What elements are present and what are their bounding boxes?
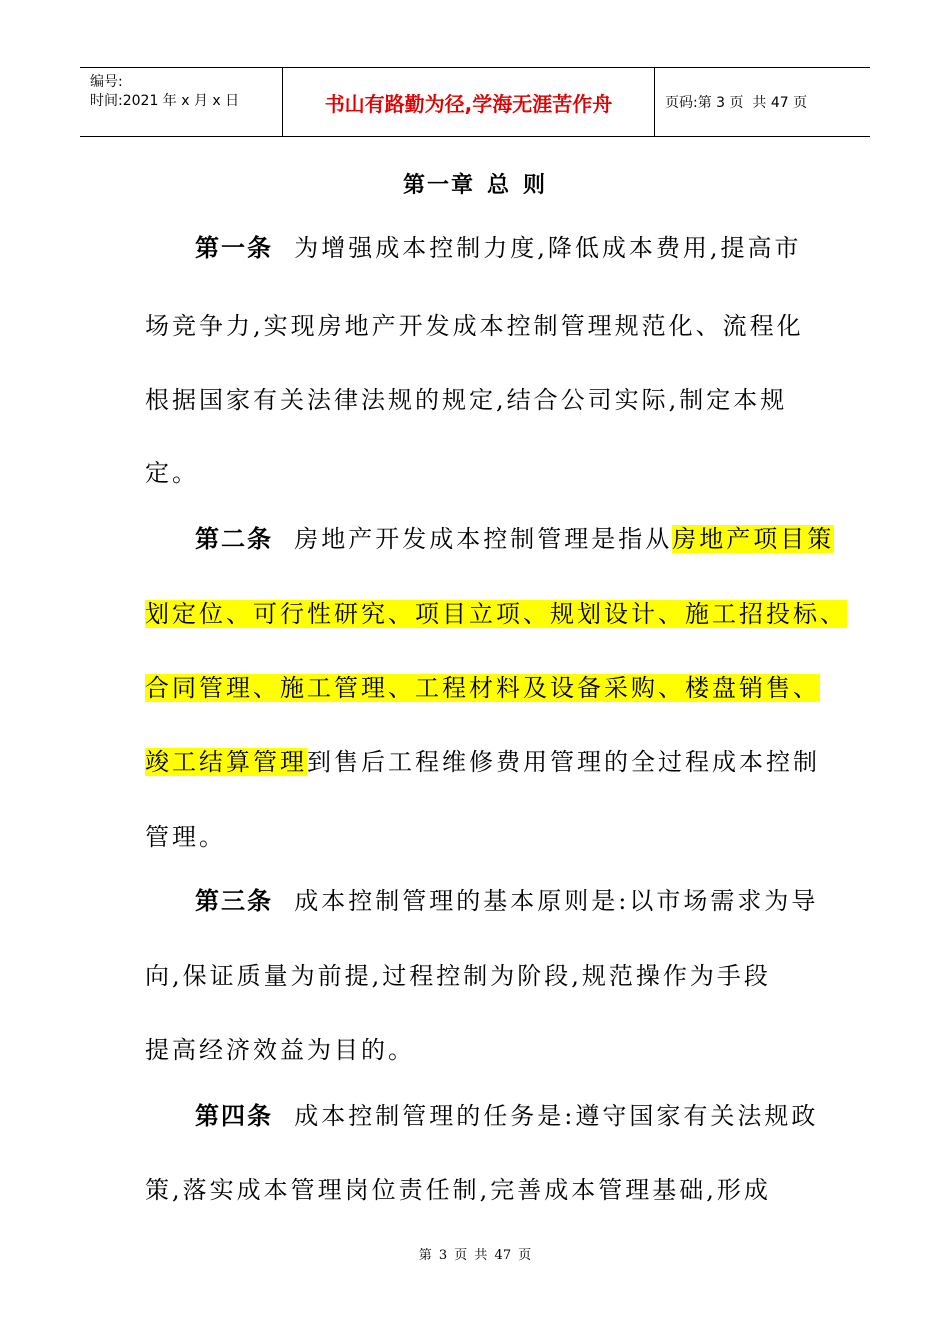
article-2-line-1 (195, 519, 834, 559)
article-3-label: 第三条 (195, 887, 273, 915)
article-2-highlight-2: 划定位、可行性研究、项目立项、规划设计、施工招投标、 (145, 600, 847, 628)
article-1-line-4: 定。 (145, 459, 199, 487)
article-3-line-1 (195, 881, 818, 921)
page-header (80, 67, 870, 137)
article-1-text-1: 为增强成本控制力度,降低成本费用,提高市 (294, 234, 802, 262)
page-footer: 第 3 页 共 47 页 (418, 1248, 532, 1263)
header-page-info (655, 68, 870, 136)
time-label: 时间:2021 年 x 月 x 日 (90, 93, 240, 109)
chapter-title-part2: 总 (486, 173, 511, 198)
article-4-text-1: 成本控制管理的任务是:遵守国家有关法规政 (294, 1102, 819, 1130)
article-1-label: 第一条 (195, 234, 273, 262)
article-3-line-2: 向,保证质量为前提,过程控制为阶段,规范操作为手段 (145, 962, 771, 990)
article-3-line-3: 提高经济效益为目的。 (145, 1036, 415, 1064)
header-meta (80, 68, 282, 136)
article-2-line-2 (145, 594, 847, 634)
article-4-line-2: 策,落实成本管理岗位责任制,完善成本管理基础,形成 (145, 1176, 771, 1204)
article-2-highlight-3: 合同管理、施工管理、工程材料及设备采购、楼盘销售、 (145, 674, 820, 702)
article-2-line-4 (145, 742, 820, 782)
article-2-line-5: 管理。 (145, 823, 226, 851)
article-2-highlight-1: 房地产项目策 (672, 525, 835, 553)
chapter-title-part1: 第一章 (402, 173, 475, 198)
article-3-text-1: 成本控制管理的基本原则是:以市场需求为导 (294, 887, 819, 915)
article-1-line-1 (195, 228, 802, 268)
header-motto: 书山有路勤为径,学海无涯苦作舟 (282, 68, 655, 136)
article-1-line-3: 根据国家有关法律法规的规定,结合公司实际,制定本规 (145, 386, 788, 414)
article-2-text-4: 到售后工程维修费用管理的全过程成本控制 (307, 748, 820, 776)
article-2-line-3 (145, 668, 820, 708)
article-4-label: 第四条 (195, 1102, 273, 1130)
page-info-text: 页码:第 3 页 共 47 页 (665, 95, 808, 111)
article-2-highlight-4: 竣工结算管理 (145, 748, 307, 776)
article-4-line-1 (195, 1096, 818, 1136)
chapter-title (0, 168, 950, 199)
code-label: 编号: (90, 74, 123, 90)
article-2-label: 第二条 (195, 525, 273, 553)
article-1-line-2: 场竞争力,实现房地产开发成本控制管理规范化、流程化 (145, 312, 804, 340)
article-2-text-1: 房地产开发成本控制管理是指从 (294, 525, 673, 553)
chapter-title-part3: 则 (523, 173, 548, 198)
